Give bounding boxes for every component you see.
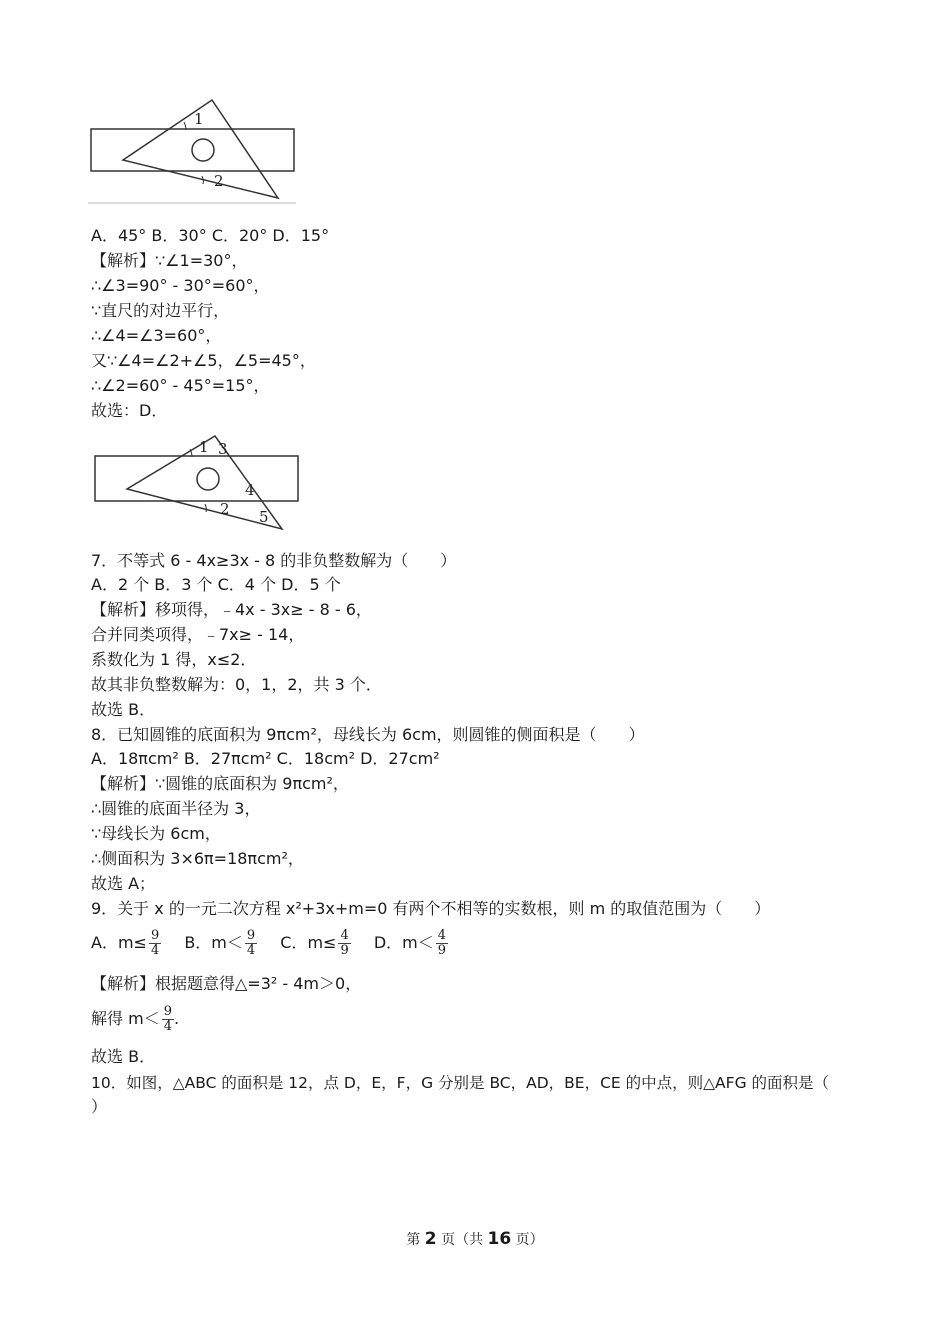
q9-option-b-fraction (245, 929, 257, 958)
fraction-denominator: 4 (163, 1019, 172, 1034)
q9-solution-fraction (162, 1005, 174, 1034)
fraction-numerator: 4 (437, 928, 447, 943)
q7-analysis-3: 系数化为 1 得，x≤2． (91, 650, 257, 669)
q6-analysis-6: ∴∠2=60° - 45°=15°， (91, 376, 270, 395)
q6-analysis-5: 又∵∠4=∠2+∠5，∠5=45°， (91, 351, 316, 370)
q9-options (91, 926, 466, 960)
q9-option-a-prefix: A．m≤ (91, 933, 147, 952)
q9-answer: 故选 B． (91, 1047, 156, 1066)
q6-analysis-1: 【解析】∵∠1=30°， (91, 251, 248, 270)
footer-mid: 页（共 (436, 1232, 488, 1248)
q7-answer: 故选 B． (91, 700, 156, 719)
q6-analysis-4: ∴∠4=∠3=60°， (91, 326, 222, 345)
q9-solution-suffix: . (173, 1009, 180, 1028)
fig2-label-1: 1 (199, 438, 209, 456)
q9-option-c (280, 926, 350, 960)
q9-analysis-1: 【解析】根据题意得△=3² - 4m＞0， (91, 974, 362, 993)
q6-analysis-2: ∴∠3=90° - 30°=60°， (91, 276, 270, 295)
q6-analysis-3: ∵直尺的对边平行， (91, 301, 230, 320)
q9-option-a (91, 926, 161, 960)
q9-option-c-prefix: C．m≤ (280, 933, 337, 952)
circle-hole (192, 139, 214, 161)
q8-analysis-2: ∴圆锥的底面半径为 3， (91, 799, 261, 818)
fraction-denominator: 4 (246, 943, 256, 958)
fig2-label-2: 2 (220, 500, 230, 518)
q9-solution (91, 1001, 179, 1037)
fig2-label-4: 4 (245, 481, 255, 499)
fraction-numerator: 4 (340, 928, 349, 943)
q9-option-c-fraction (338, 929, 350, 958)
footer-page-number: 2 (424, 1229, 437, 1249)
fig1-label-2: 2 (214, 172, 224, 190)
q10-question-line1: 10．如图，△ABC 的面积是 12，点 D，E，F，G 分别是 BC，AD，BE，CE 的中点，则△AFG 的面积是（ (91, 1074, 830, 1092)
q8-options: A．18πcm² B．27πcm² C．18cm² D．27cm² (91, 749, 440, 768)
fraction-numerator: 9 (246, 928, 256, 943)
footer-total-pages: 16 (487, 1229, 512, 1249)
q9-option-a-fraction (149, 929, 161, 958)
fraction-denominator: 4 (150, 943, 160, 958)
q8-answer: 故选 A； (91, 874, 156, 893)
q7-analysis-4: 故其非负整数解为：0，1，2，共 3 个． (91, 675, 382, 694)
q6-answer: 故选：D． (91, 401, 168, 420)
footer-pre: 第 (406, 1232, 425, 1248)
q9-question: 9．关于 x 的一元二次方程 x²+3x+m=0 有两个不相等的实数根，则 m 的取值范围为（ ） (91, 899, 771, 918)
q7-question: 7．不等式 6 - 4x≥3x - 8 的非负整数解为（ ） (91, 551, 457, 570)
footer-post: 页） (511, 1232, 544, 1248)
fraction-numerator: 9 (150, 928, 160, 943)
q9-option-d-fraction (436, 929, 448, 958)
fraction-denominator: 9 (437, 943, 447, 958)
fraction-denominator: 9 (340, 943, 349, 958)
fig1-label-1: 1 (194, 110, 204, 128)
figure-ruler-triangle-2 (92, 432, 302, 534)
page-footer (0, 1229, 950, 1249)
q8-question: 8．已知圆锥的底面积为 9πcm²，母线长为 6cm，则圆锥的侧面积是（ ） (91, 725, 645, 744)
q7-options: A．2 个 B．3 个 C．4 个 D．5 个 (91, 575, 341, 594)
q8-analysis-4: ∴侧面积为 3×6π=18πcm²， (91, 849, 304, 868)
fig2-label-3: 3 (218, 440, 228, 458)
angle-arc-2 (205, 504, 206, 512)
fig2-label-5: 5 (259, 508, 269, 526)
q9-solution-prefix: 解得 m＜ (91, 1009, 160, 1028)
q9-option-b-prefix: B．m＜ (184, 933, 243, 952)
q8-analysis-3: ∵母线长为 6cm， (91, 824, 221, 843)
figure-ruler-triangle-1 (88, 98, 300, 206)
q7-analysis-1: 【解析】移项得，﹣4x - 3x≥ - 8 - 6， (91, 600, 372, 619)
q7-analysis-2: 合并同类项得，﹣7x≥ - 14， (91, 625, 305, 644)
circle-hole (197, 468, 219, 490)
q8-analysis-1: 【解析】∵圆锥的底面积为 9πcm²， (91, 774, 349, 793)
fraction-numerator: 9 (163, 1004, 172, 1019)
q10-question-line2: ） (91, 1097, 108, 1116)
q9-option-d (374, 926, 448, 960)
q9-option-b (184, 926, 257, 960)
q6-options: A．45° B．30° C．20° D．15° (91, 226, 330, 245)
q9-option-d-prefix: D．m＜ (373, 933, 434, 952)
